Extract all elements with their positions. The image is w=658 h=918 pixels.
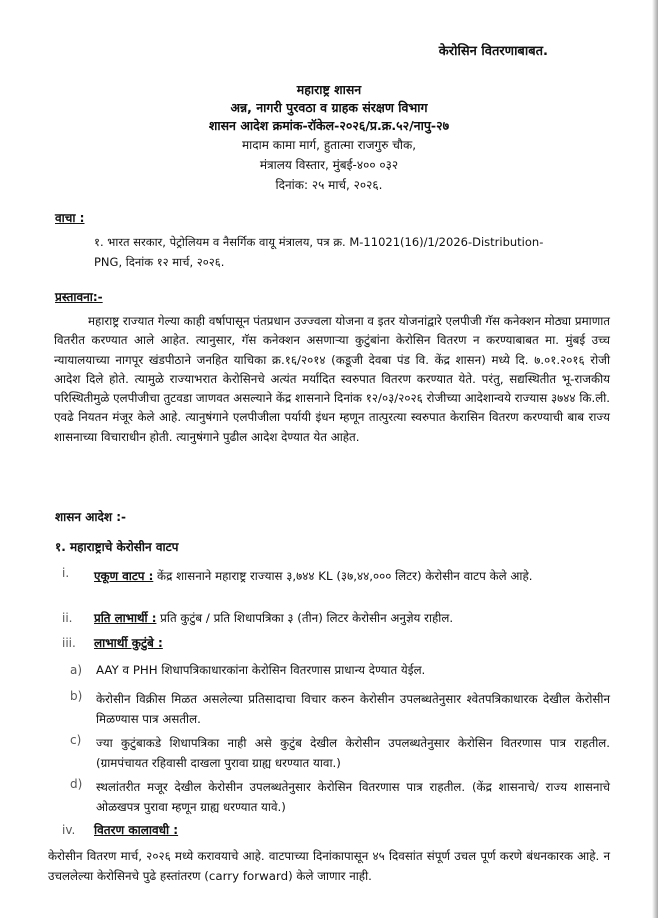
subitem-d-number: d) (70, 777, 83, 791)
item-iv-text: केरोसीन वितरण मार्च, २०२६ मध्ये करावयाचे आहे. वाटपाच्या दिनांकापासून ४५ दिवसांत संपूर्ण उचल पूर्ण करणे बंधनकारक आहे. न उचललेल्या केरोसिनचे पुढे हस्तांतरण (carry forward) केले जाणार नाही. (48, 849, 610, 883)
subitem-c-text: ज्या कुटुंबाकडे शिधापत्रिका नाही असे कुटुंब देखील केरोसीन उपलब्धतेनुसार केरोसिन वितरणास पात्र राहतील. (ग्रामपंचायत रहिवासी दाखला पुरावा ग्राह्य धरण्यात यावा.) (96, 736, 610, 770)
government-name: महाराष्ट्र शासन (296, 82, 362, 97)
item-iv-label: वितरण कालावधी : (94, 823, 179, 837)
subitem-d-text: स्थलांतरीत मजूर देखील केरोसीन उपलब्धतेनुसार केरोसिन वितरणास पात्र राहतील. (केंद्र शासनाचे/ राज्य शासनाचे ओळखपत्र पुरावा म्हणून ग्राह्य धरण्यात यावे.) (96, 780, 610, 814)
subitem-c-number: c) (70, 733, 82, 747)
subject-line: केरोसिन वितरणाबाबत. (438, 44, 548, 59)
order-heading: शासन आदेश :- (55, 510, 126, 524)
reference-item-1-line-2: PNG, दिनांक १२ मार्च, २०२६. (94, 255, 225, 269)
section-1-title: १. महाराष्ट्राचे केरोसीन वाटप (55, 540, 179, 554)
item-ii (94, 611, 610, 626)
preamble-text: महाराष्ट्र राज्यात गेल्या काही वर्षापासून पंतप्रधान उज्ज्वला योजना व इतर योजनांद्वारे एलपीजी गॅस कनेक्शन मोठ्या प्रमाणात वितरीत करण्यात आले आहेत. त्यानुसार, गॅस कनेक्शन असणाऱ्या कुटुंबांना केरोसिन वितरण न करण्याबाबत मा. मुंबई उच्च न्यायालयाच्या नागपूर खंडपीठाने जनहित याचिका क्र.१६/२०१४ (कडूजी देवबा पंड वि. केंद्र शासन) मध्ये दि. ७.०१.२०१६ रोजी आदेश दिले होते. त्यामुळे राज्याभरात केरोसिनचे अत्यंत मर्यादित स्वरुपात वितरण करण्यात येते. परंतु, सद्यस्थितीत भू-राजकीय परिस्थितीमुळे एलपीजीचा तुटवडा जाणवत असल्याने केंद्र शासनाने दिनांक १२/०३/२०२६ रोजीच्या आदेशान्वये राज्यास ३७४४ कि.ली. एवढे नियतन मंजूर केले आहे. त्यानुषंगाने एलपीजीला पर्यायी इंधन म्हणून तात्पुरत्या स्वरुपात केरासिन वितरण करण्याची बाब राज्य शासनाच्या विचाराधीन होती. त्यानुषंगाने पुढील आदेश देण्यात येत आहेत. (54, 314, 610, 444)
subitem-b-number: b) (70, 689, 83, 703)
item-iii-number: iii. (62, 636, 76, 650)
item-iii-label: लाभार्थी कुटुंबे : (94, 636, 163, 650)
address-line-2: मंत्रालय विस्तार, मुंबई-४०० ०३२ (259, 158, 399, 172)
subitem-b-text: केरोसीन विक्रीस मिळत असलेल्या प्रतिसादाचा विचार करुन केरोसीन उपलब्धतेनुसार श्वेतपत्रिकाधारक देखील केरोसीन मिळण्यास पात्र असतील. (96, 692, 610, 726)
address-line-1: मादाम कामा मार्ग, हुतात्मा राजगुरु चौक, (241, 138, 417, 152)
order-date: दिनांक: २५ मार्च, २०२६. (275, 178, 383, 192)
item-i (94, 566, 610, 586)
item-i-text: केंद्र शासनाने महाराष्ट्र राज्यास ३,७४४ KL (३७,४४,००० लिटर) केरोसीन वाटप केले आहे. (153, 569, 533, 583)
subitem-a-text: AAY व PHH शिधापत्रिकाधारकांना केरोसिन वितरणास प्राधान्य देण्यात येईल. (96, 663, 426, 677)
preamble-heading: प्रस्तावना:- (55, 290, 103, 304)
subitem-a-number: a) (70, 663, 83, 677)
order-number: शासन आदेश क्रमांक-रॉकेल-२०२६/प्र.क्र.५२/नापु-२७ (208, 118, 450, 133)
item-ii-number: ii. (62, 611, 73, 625)
item-ii-text: प्रति कुटुंब / प्रति शिधापत्रिका ३ (तीन) लिटर केरोसीन अनुज्ञेय राहील. (156, 611, 454, 625)
item-i-number: i. (62, 566, 70, 580)
references-heading: वाचा : (55, 211, 85, 225)
item-i-label: एकूण वाटप : (94, 569, 154, 583)
department-name: अन्न, नागरी पुरवठा व ग्राहक संरक्षण विभाग (230, 100, 428, 115)
item-ii-label: प्रति लाभार्थी : (94, 611, 157, 625)
item-iv-number: iv. (62, 823, 76, 837)
reference-item-1-line-1: १. भारत सरकार, पेट्रोलियम व नैसर्गिक वायू मंत्रालय, पत्र क्र. M-11021(16)/1/2026-Distribution- (94, 235, 544, 249)
